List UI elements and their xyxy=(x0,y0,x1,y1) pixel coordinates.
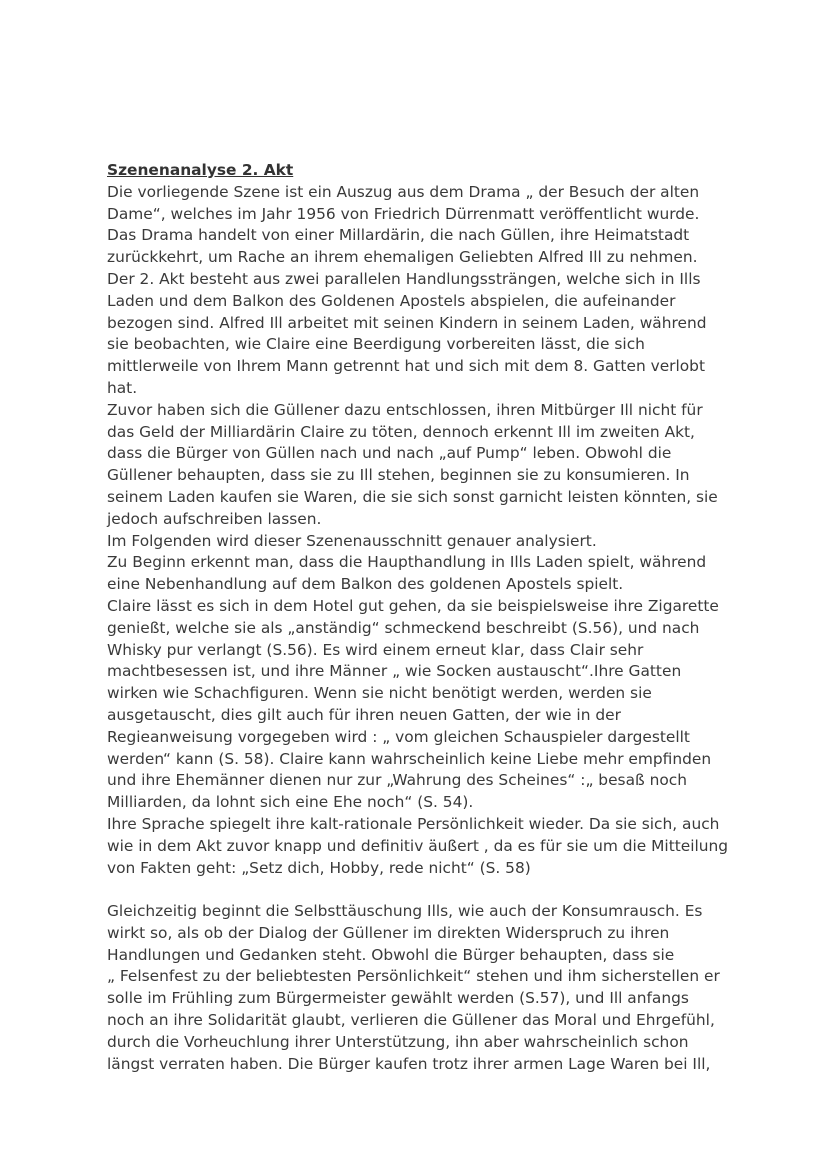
text-line: Im Folgenden wird dieser Szenenausschnitt genauer analysiert. xyxy=(107,531,597,550)
text-line: Dame“, welches im Jahr 1956 von Friedrich Dürrenmatt veröffentlicht wurde. xyxy=(107,204,700,223)
text-line: Ihre Sprache spiegelt ihre kalt-rationale Persönlichkeit wieder. Da sie sich, auch xyxy=(107,814,720,833)
text-line: wie in dem Akt zuvor knapp und definitiv äußert , da es für sie um die Mitteilung xyxy=(107,836,729,855)
text-line: Milliarden, da lohnt sich eine Ehe noch“ (S. 54). xyxy=(107,793,474,812)
text-line: seinem Laden kaufen sie Waren, die sie sich sonst garnicht leisten könnten, sie xyxy=(107,487,718,506)
text-line: durch die Vorheuchlung ihrer Unterstützung, ihn aber wahrscheinlich schon xyxy=(107,1032,689,1051)
text-line: genießt, welche sie als „anständig“ schmeckend beschreibt (S.56), und nach xyxy=(107,618,700,637)
text-line: jedoch aufschreiben lassen. xyxy=(107,509,322,528)
paragraph-2 xyxy=(107,901,747,1075)
paragraph-1 xyxy=(107,182,747,880)
text-line: Das Drama handelt von einer Millardärin, die nach Güllen, ihre Heimatstadt xyxy=(107,226,690,245)
text-line: Gleichzeitig beginnt die Selbsttäuschung Ills, wie auch der Konsumrausch. Es xyxy=(107,902,703,921)
text-line: Der 2. Akt besteht aus zwei parallelen Handlungssträngen, welche sich in Ills xyxy=(107,269,701,288)
text-line: und ihre Ehemänner dienen nur zur „Wahrung des Scheines“ :„ besaß noch xyxy=(107,771,687,790)
text-line: das Geld der Milliardärin Claire zu töten, dennoch erkennt Ill im zweiten Akt, xyxy=(107,422,695,441)
text-line: solle im Frühling zum Bürgermeister gewählt werden (S.57), und Ill anfangs xyxy=(107,989,689,1008)
text-line: Regieanweisung vorgegeben wird : „ vom gleichen Schauspieler dargestellt xyxy=(107,727,690,746)
text-line: Zuvor haben sich die Güllener dazu entschlossen, ihren Mitbürger Ill nicht für xyxy=(107,400,703,419)
text-line: Laden und dem Balkon des Goldenen Apostels abspielen, die aufeinander xyxy=(107,291,676,310)
text-line: Whisky pur verlangt (S.56). Es wird einem erneut klar, dass Clair sehr xyxy=(107,640,644,659)
text-line: werden“ kann (S. 58). Claire kann wahrscheinlich keine Liebe mehr empfinden xyxy=(107,749,712,768)
text-line: wirkt so, als ob der Dialog der Güllener im direkten Widerspruch zu ihren xyxy=(107,923,670,942)
text-line: längst verraten haben. Die Bürger kaufen trotz ihrer armen Lage Waren bei Ill, xyxy=(107,1054,711,1073)
text-line: hat. xyxy=(107,378,138,397)
document-body xyxy=(107,160,747,1075)
text-line: sie beobachten, wie Claire eine Beerdigung vorbereiten lässt, die sich xyxy=(107,335,645,354)
text-line: Güllener behaupten, dass sie zu Ill stehen, beginnen sie zu konsumieren. In xyxy=(107,466,690,485)
text-line: Claire lässt es sich in dem Hotel gut gehen, da sie beispielsweise ihre Zigarette xyxy=(107,596,719,615)
text-line: ausgetauscht, dies gilt auch für ihren neuen Gatten, der wie in der xyxy=(107,705,621,724)
text-line: zurückkehrt, um Rache an ihrem ehemaligen Geliebten Alfred Ill zu nehmen. xyxy=(107,248,698,267)
document-title: Szenenanalyse 2. Akt xyxy=(107,161,294,179)
text-line: Handlungen und Gedanken steht. Obwohl die Bürger behaupten, dass sie xyxy=(107,945,675,964)
text-line: mittlerweile von Ihrem Mann getrennt hat und sich mit dem 8. Gatten verlobt xyxy=(107,357,705,376)
text-line: dass die Bürger von Güllen nach und nach „auf Pump“ leben. Obwohl die xyxy=(107,444,672,463)
paragraph-gap xyxy=(107,879,747,901)
text-line: bezogen sind. Alfred Ill arbeitet mit seinen Kindern in seinem Laden, während xyxy=(107,313,707,332)
text-line: wirken wie Schachfiguren. Wenn sie nicht benötigt werden, werden sie xyxy=(107,684,652,703)
text-line: Zu Beginn erkennt man, dass die Haupthandlung in Ills Laden spielt, während xyxy=(107,553,707,572)
text-line: „ Felsenfest zu der beliebtesten Persönlichkeit“ stehen und ihm sicherstellen er xyxy=(107,967,720,986)
text-line: von Fakten geht: „Setz dich, Hobby, rede nicht“ (S. 58) xyxy=(107,858,531,877)
text-line: noch an ihre Solidarität glaubt, verlieren die Güllener das Moral und Ehrgefühl, xyxy=(107,1011,715,1030)
text-line: eine Nebenhandlung auf dem Balkon des goldenen Apostels spielt. xyxy=(107,575,624,594)
text-line: machtbesessen ist, und ihre Männer „ wie Socken austauscht“.Ihre Gatten xyxy=(107,662,682,681)
text-line: Die vorliegende Szene ist ein Auszug aus dem Drama „ der Besuch der alten xyxy=(107,182,700,201)
